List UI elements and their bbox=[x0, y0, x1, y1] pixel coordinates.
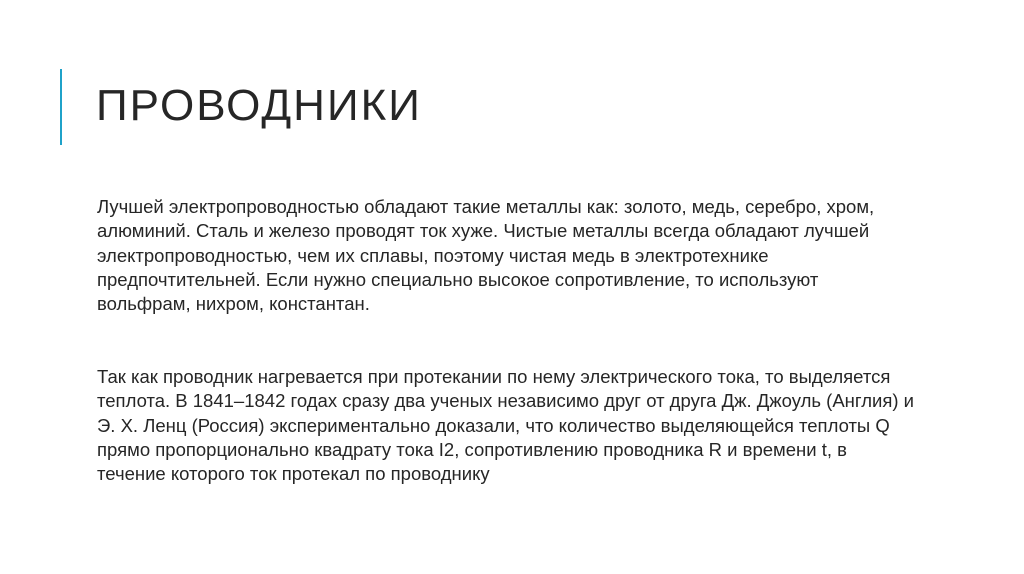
body-paragraph-joule-lenz: Так как проводник нагревается при протекании по нему электрического тока, то выделяется теплота. В 1841–1842 годах сразу два ученых независимо друг от друга Дж. Джоуль (Англия) и Э. Х. Ленц (Россия) экспериментально доказали, что количество выделяющейся теплоты Q прямо пропорционально квадрату тока I2, сопротивлению проводника R и времени t, в течение которого ток протекал по проводнику bbox=[97, 365, 915, 485]
body-paragraph-conductors: Лучшей электропроводностью обладают такие металлы как: золото, медь, серебро, хром, алюминий. Сталь и железо проводят ток хуже. Чистые металлы всегда обладают лучшей электропроводностью, чем их сплавы, поэтому чистая медь в электротехнике предпочтительней. Если нужно специально высокое сопротивление, то используют вольфрам, нихром, константан. bbox=[97, 196, 875, 315]
slide-title: ПРОВОДНИКИ bbox=[96, 81, 422, 130]
title-accent-bar bbox=[60, 69, 62, 145]
slide-body bbox=[97, 195, 917, 486]
